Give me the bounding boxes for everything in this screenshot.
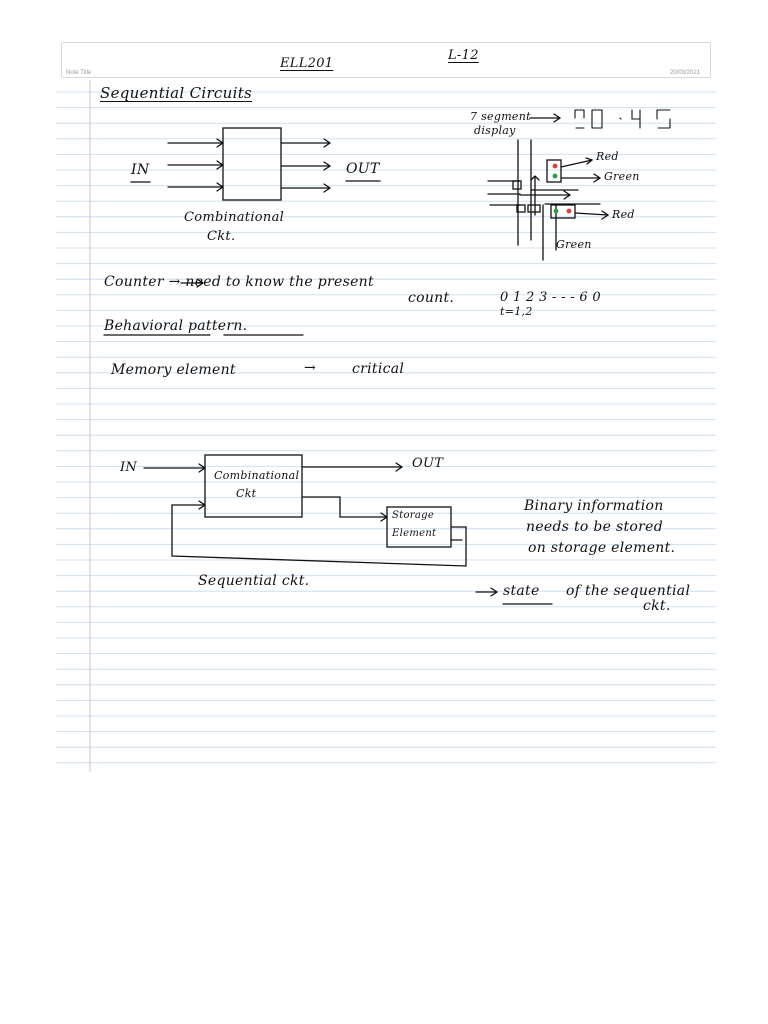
count-subscript: t=1,2 (500, 305, 533, 318)
comb-box-label-2: Ckt (236, 487, 257, 500)
comb-output-arrows (281, 139, 330, 192)
comb-label-2: Ckt. (207, 229, 236, 244)
sequential-caption: Sequential ckt. (198, 573, 310, 589)
light-green-1: Green (604, 170, 640, 183)
segment-label-2: display (474, 124, 516, 137)
traffic-light-top (547, 160, 561, 182)
heading-sequential-circuits: Sequential Circuits (100, 84, 253, 102)
lecture-number: L-12 (448, 48, 479, 63)
combinational-block (223, 128, 281, 200)
count-sequence: 0 1 2 3 - - - 6 0 (500, 290, 601, 305)
green-light-dot-2 (554, 209, 559, 214)
binary-info-line-1: Binary information (524, 498, 664, 514)
segment-label-1: 7 segment (470, 110, 531, 123)
note-title-label: Note Title (66, 70, 92, 76)
counter-line: Counter → need to know the present (104, 274, 374, 290)
state-word: state (503, 583, 540, 599)
light-green-2: Green (556, 238, 592, 251)
seven-segment-digits (575, 110, 670, 128)
comb-label-1: Combinational (184, 210, 285, 225)
state-rest: of the sequential (566, 583, 691, 599)
memory-arrow: → (304, 360, 317, 376)
green-light-dot (553, 174, 558, 179)
behavioral-pattern: Behavioral pattern. (104, 318, 248, 334)
course-code: ELL201 (280, 56, 334, 71)
light-red-2: Red (612, 208, 635, 221)
storage-label-1: Storage (392, 510, 435, 521)
green-arrow-top (561, 174, 600, 182)
state-rest-2: ckt. (643, 598, 671, 614)
binary-info-line-3: on storage element. (528, 540, 676, 556)
storage-label-2: Element (392, 528, 437, 539)
comb-out-label: OUT (346, 161, 380, 177)
red-light-dot-2 (567, 209, 572, 214)
note-date: 20/03/2021 (670, 70, 701, 76)
in-arrow (144, 464, 205, 472)
to-storage-arrow (302, 497, 387, 521)
red-light-dot (553, 164, 558, 169)
diagram-in-label: IN (120, 460, 138, 475)
counter-line-2: count. (408, 290, 455, 306)
combinational-box (205, 455, 302, 517)
memory-critical: critical (352, 361, 405, 377)
light-red-1: Red (596, 150, 619, 163)
comb-input-arrows (168, 139, 223, 191)
red-arrow-bottom (575, 211, 608, 219)
diagram-out-label: OUT (412, 456, 444, 471)
comb-in-label: IN (131, 162, 150, 178)
segment-arrow (530, 114, 560, 122)
red-arrow-top (561, 158, 592, 167)
comb-box-label-1: Combinational (214, 469, 300, 482)
binary-info-line-2: needs to be stored (526, 519, 663, 535)
memory-element-label: Memory element (111, 362, 236, 378)
out-arrow (302, 463, 402, 471)
